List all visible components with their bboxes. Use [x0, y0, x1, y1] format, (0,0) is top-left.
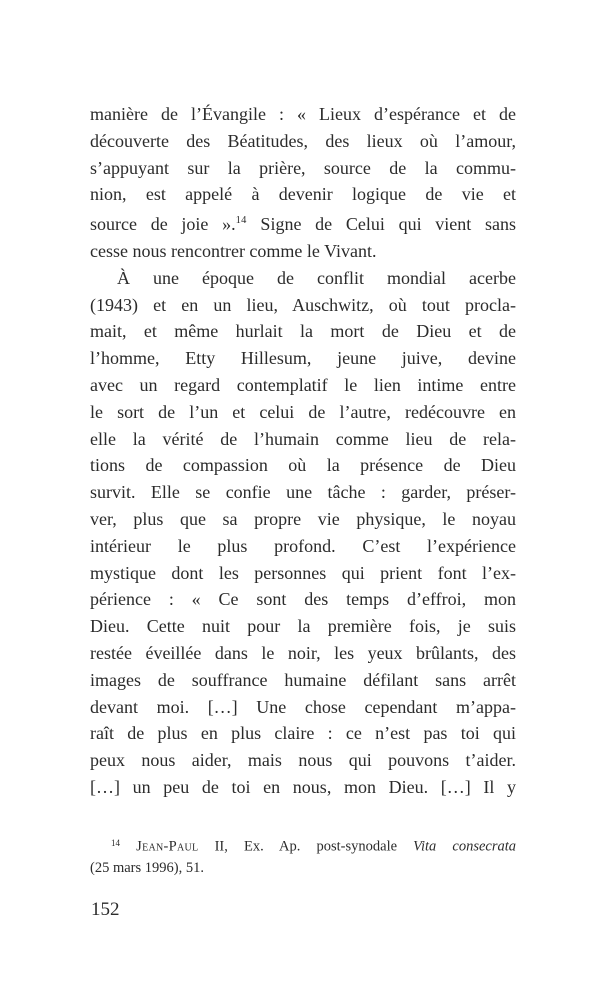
text-line: périence : « Ce sont des temps d’effroi, mon: [90, 589, 516, 610]
text-line: (1943) et en un lieu, Auschwitz, où tout procla-: [90, 294, 516, 315]
text-line: nion, est appelé à devenir logique de vie et: [90, 184, 516, 205]
footnote-line: [90, 833, 516, 858]
paragraph-2: [90, 265, 516, 801]
footnote-work-title: Vita consecrata: [413, 838, 516, 855]
footnote: [90, 833, 516, 880]
text-line: elle la vérité de l’humain comme lieu de rela-: [90, 428, 516, 449]
text-line: le sort de l’un et celui de l’autre, redécouvre en: [90, 401, 516, 422]
footnote-marker: 14: [111, 838, 120, 848]
text-line: raît de plus en plus claire : ce n’est pas toi qui: [90, 723, 516, 744]
text-line: intérieur le plus profond. C’est l’expérience: [90, 535, 516, 556]
text-segment: Signe de Celui qui vient sans: [246, 214, 516, 235]
text-line: mait, et même hurlait la mort de Dieu et de: [90, 321, 516, 342]
text-line: l’homme, Etty Hillesum, jeune juive, devine: [90, 348, 516, 369]
text-line: […] un peu de toi en nous, mon Dieu. […] Il y: [90, 776, 516, 797]
text-line: devant moi. […] Une chose cependant m’appa-: [90, 696, 516, 717]
body-text-block: [90, 101, 516, 801]
text-line: manière de l’Évangile : « Lieux d’espérance et de: [90, 104, 516, 124]
page-number: 152: [91, 899, 120, 920]
text-segment: source de joie ».: [90, 214, 236, 235]
text-line: ver, plus que sa propre vie physique, le noyau: [90, 508, 516, 529]
text-line: découverte des Béatitudes, des lieux où l’amour,: [90, 130, 516, 151]
text-line: images de souffrance humaine défilant sans arrêt: [90, 669, 516, 690]
footnote-reference: 14: [235, 215, 247, 227]
paragraph-1: [90, 101, 516, 265]
text-line: avec un regard contemplatif le lien intime entre: [90, 374, 516, 395]
text-line: [90, 208, 516, 238]
text-line: mystique dont les personnes qui prient font l’ex-: [90, 562, 516, 583]
footnote-text: II, Ex. Ap. post-synodale: [198, 838, 414, 855]
text-line: tions de compassion où la présence de Dieu: [90, 455, 516, 476]
text-line: peux nous aider, mais nous qui pouvons t’aider.: [90, 750, 516, 771]
text-line: cesse nous rencontrer comme le Vivant.: [90, 240, 377, 261]
text-line: s’appuyant sur la prière, source de la commu-: [90, 157, 516, 178]
footnote-author: Jean-Paul: [136, 838, 199, 855]
footnote-line: (25 mars 1996), 51.: [90, 860, 204, 876]
text-line: restée éveillée dans le noir, les yeux brûlants, des: [90, 642, 516, 663]
text-line: À une époque de conflit mondial acerbe: [117, 267, 516, 288]
text-line: survit. Elle se confie une tâche : garder, préser-: [90, 482, 516, 503]
text-line: Dieu. Cette nuit pour la première fois, je suis: [90, 616, 516, 637]
